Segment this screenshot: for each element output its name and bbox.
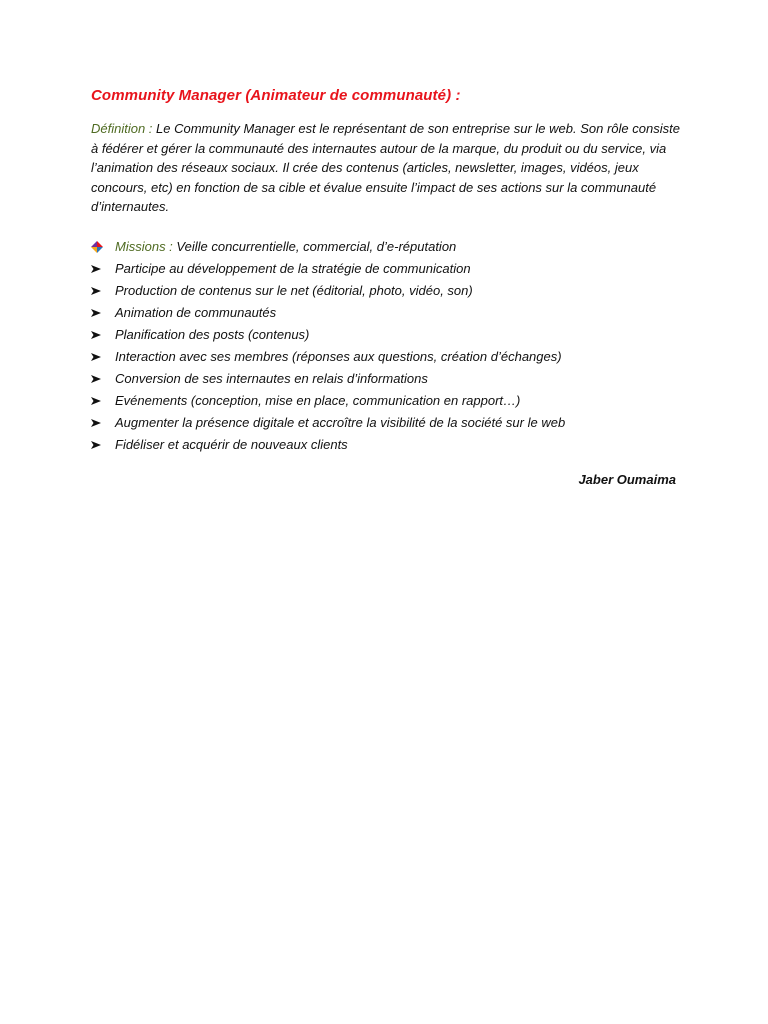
arrowhead-icon bbox=[91, 353, 101, 361]
missions-text: Veille concurrentielle, commercial, d’e-réputation bbox=[172, 239, 457, 254]
list-item-text: Interaction avec ses membres (réponses aux questions, création d’échanges) bbox=[115, 349, 562, 364]
list-item bbox=[91, 390, 691, 412]
list-item bbox=[91, 324, 691, 346]
arrowhead-icon bbox=[91, 287, 101, 295]
definition-label: Définition : bbox=[91, 121, 153, 136]
list-item-text: Conversion de ses internautes en relais d’informations bbox=[115, 371, 428, 386]
missions-section bbox=[91, 236, 691, 456]
missions-heading bbox=[91, 236, 691, 258]
arrowhead-icon bbox=[91, 441, 101, 449]
definition-text: Le Community Manager est le représentant de son entreprise sur le web. Son rôle consiste à fédérer et gérer la communauté des internautes autour de la marque, du produit ou du service, via l’animation des réseaux sociaux. Il crée des contenus (articles, newsletter, images, vidéos, jeux concours, etc) en fonction de sa cible et évalue ensuite l’impact de ses actions sur la communauté d’internautes. bbox=[91, 121, 680, 214]
list-item bbox=[91, 302, 691, 324]
missions-list bbox=[91, 258, 691, 456]
list-item-text: Planification des posts (contenus) bbox=[115, 327, 310, 342]
missions-label: Missions : bbox=[115, 239, 173, 254]
author-signature: Jaber Oumaima bbox=[578, 472, 676, 487]
list-item bbox=[91, 434, 691, 456]
list-item bbox=[91, 346, 691, 368]
arrowhead-icon bbox=[91, 265, 101, 273]
list-item-text: Production de contenus sur le net (éditorial, photo, vidéo, son) bbox=[115, 283, 473, 298]
list-item-text: Fidéliser et acquérir de nouveaux clients bbox=[115, 437, 348, 452]
list-item bbox=[91, 412, 691, 434]
arrowhead-icon bbox=[91, 419, 101, 427]
list-item-text: Participe au développement de la stratégie de communication bbox=[115, 261, 471, 276]
list-item bbox=[91, 258, 691, 280]
arrowhead-icon bbox=[91, 375, 101, 383]
four-color-diamond-icon bbox=[91, 241, 103, 253]
arrowhead-icon bbox=[91, 309, 101, 317]
list-item bbox=[91, 280, 691, 302]
list-item-text: Augmenter la présence digitale et accroître la visibilité de la société sur le web bbox=[115, 415, 566, 430]
arrowhead-icon bbox=[91, 397, 101, 405]
list-item-text: Animation de communautés bbox=[115, 305, 277, 320]
document-title: Community Manager (Animateur de communauté) : bbox=[91, 87, 461, 104]
definition-paragraph bbox=[91, 119, 681, 217]
list-item bbox=[91, 368, 691, 390]
list-item-text: Evénements (conception, mise en place, communication en rapport…) bbox=[115, 393, 521, 408]
arrowhead-icon bbox=[91, 331, 101, 339]
